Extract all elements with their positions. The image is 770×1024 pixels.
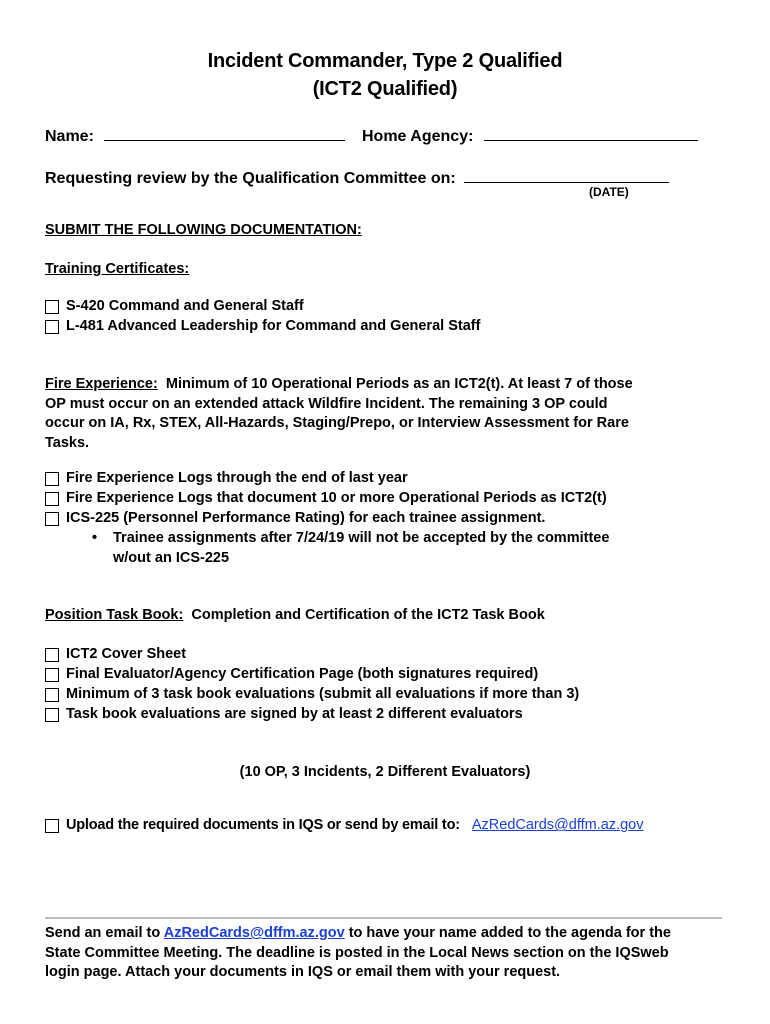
form-title: Incident Commander, Type 2 Qualified (207, 50, 563, 72)
trainee-note-line: Trainee assignments after 7/24/19 will not be accepted by the committee (113, 530, 610, 546)
footer-email-link[interactable]: AzRedCards@dffm.az.gov (163, 925, 345, 941)
name-label: Name: (45, 128, 94, 145)
footer-text: Send an email to (45, 925, 161, 941)
checklist-item-label: Final Evaluator/Agency Certification Page (both signatures required) (66, 666, 539, 683)
review-field-row (45, 166, 669, 188)
footer-divider (45, 917, 722, 919)
checkbox[interactable] (45, 300, 59, 314)
task-book-checklist (45, 645, 579, 725)
checklist-item (45, 645, 579, 665)
checklist-item-label: ICS-225 (Personnel Performance Rating) for each trainee assignment. (66, 510, 546, 527)
checklist-item (45, 509, 607, 529)
checklist-item-label: Fire Experience Logs through the end of last year (66, 470, 408, 487)
review-date-input-line[interactable] (464, 166, 669, 183)
trainee-note (92, 529, 609, 568)
bullet-icon: • (92, 530, 98, 546)
submit-heading: SUBMIT THE FOLLOWING DOCUMENTATION: (45, 222, 362, 238)
checklist-item-label: L-481 Advanced Leadership for Command and General Staff (66, 318, 481, 335)
checklist-item-label: Minimum of 3 task book evaluations (submit all evaluations if more than 3) (66, 686, 580, 703)
name-field-row (45, 124, 345, 146)
fire-experience-text-line: Minimum of 10 Operational Periods as an ICT2(t). At least 7 of those (165, 376, 633, 392)
checkbox[interactable] (45, 320, 59, 334)
footer-note (45, 924, 735, 983)
checklist-item (45, 705, 579, 725)
checklist-item (45, 469, 607, 489)
review-label: Requesting review by the Qualification Committee on: (45, 170, 456, 187)
checklist-item (45, 489, 607, 509)
checklist-item (45, 317, 480, 337)
checklist-item (45, 297, 480, 317)
fire-experience-text-line: Tasks. (45, 434, 90, 451)
checklist-item (45, 665, 579, 685)
checkbox[interactable] (45, 492, 59, 506)
form-subtitle: (ICT2 Qualified) (312, 78, 458, 100)
checkbox[interactable] (45, 819, 59, 833)
footer-text: login page. Attach your documents in IQS or email them with your request. (45, 964, 561, 980)
task-book-heading-row (45, 606, 545, 626)
checklist-item-label: Fire Experience Logs that document 10 or more Operational Periods as ICT2(t) (66, 490, 607, 507)
fire-experience-heading: Fire Experience: (45, 376, 158, 392)
task-book-description: Completion and Certification of the ICT2 Task Book (191, 607, 545, 623)
trainee-note-line: w/out an ICS-225 (113, 549, 230, 566)
task-book-heading: Position Task Book: (45, 607, 184, 623)
upload-instruction: Upload the required documents in IQS or send by email to: (66, 817, 460, 834)
checkbox[interactable] (45, 472, 59, 486)
date-caption: (DATE) (589, 185, 629, 199)
fire-experience-checklist (45, 469, 607, 529)
name-input-line[interactable] (104, 124, 345, 141)
checkbox[interactable] (45, 512, 59, 526)
checkbox[interactable] (45, 688, 59, 702)
checkbox[interactable] (45, 648, 59, 662)
checklist-item-label: ICT2 Cover Sheet (66, 646, 187, 663)
footer-text: State Committee Meeting. The deadline is posted in the Local News section on the IQSweb (45, 944, 669, 961)
checklist-item (45, 816, 643, 836)
footer-text: to have your name added to the agenda for the (348, 925, 671, 941)
upload-row (45, 816, 643, 836)
upload-email-link[interactable]: AzRedCards@dffm.az.gov (471, 817, 644, 834)
fire-experience-text-line: occur on IA, Rx, STEX, All-Hazards, Staging/Prepo, or Interview Assessment for Rare (45, 415, 629, 431)
checklist-item-label: S-420 Command and General Staff (66, 298, 304, 315)
home-agency-field-row (362, 124, 698, 146)
checkbox[interactable] (45, 668, 59, 682)
checklist-item-label: Task book evaluations are signed by at least 2 different evaluators (66, 706, 523, 723)
fire-experience-text-line: OP must occur on an extended attack Wildfire Incident. The remaining 3 OP could (45, 395, 608, 412)
training-checklist (45, 297, 480, 337)
home-agency-label: Home Agency: (362, 128, 474, 145)
checkbox[interactable] (45, 708, 59, 722)
fire-experience-block (45, 375, 735, 453)
training-heading: Training Certificates: (45, 261, 190, 277)
checklist-item (45, 685, 579, 705)
requirements-summary: (10 OP, 3 Incidents, 2 Different Evaluators) (239, 764, 531, 780)
home-agency-input-line[interactable] (484, 124, 698, 141)
